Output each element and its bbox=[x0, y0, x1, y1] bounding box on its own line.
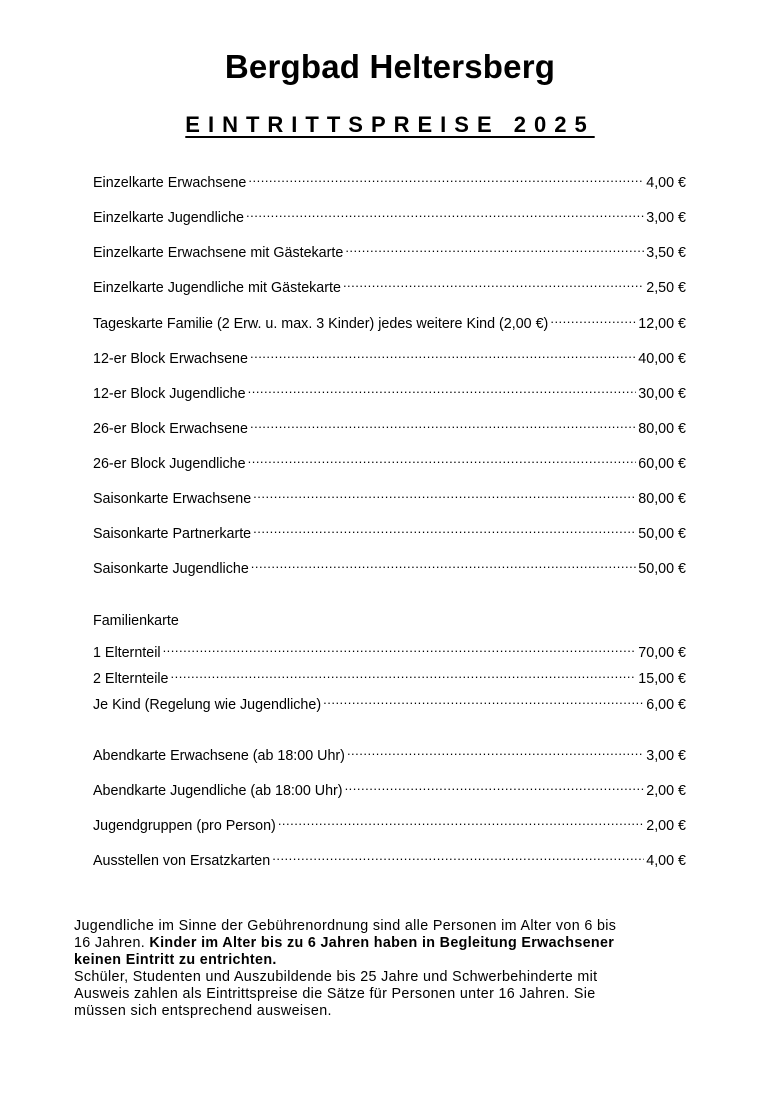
price-label: Je Kind (Regelung wie Jugendliche) bbox=[93, 697, 322, 713]
price-label: Tageskarte Familie (2 Erw. u. max. 3 Kinder) jedes weitere Kind (2,00 €) bbox=[93, 316, 549, 332]
price-value: 4,00 € bbox=[646, 853, 686, 869]
price-label: Abendkarte Jugendliche (ab 18:00 Uhr) bbox=[93, 783, 343, 799]
price-label: 26-er Block Jugendliche bbox=[93, 456, 246, 472]
price-row bbox=[93, 451, 686, 472]
dot-leader bbox=[253, 521, 636, 538]
price-value: 3,00 € bbox=[646, 210, 686, 226]
price-value: 30,00 € bbox=[638, 386, 686, 402]
dot-leader bbox=[253, 486, 636, 503]
price-value: 50,00 € bbox=[638, 526, 686, 542]
price-label: 1 Elternteil bbox=[93, 645, 161, 661]
price-row bbox=[93, 416, 686, 437]
price-label: Einzelkarte Erwachsene mit Gästekarte bbox=[93, 245, 344, 261]
price-row bbox=[93, 521, 686, 542]
price-value: 60,00 € bbox=[638, 456, 686, 472]
price-value: 2,50 € bbox=[646, 280, 686, 296]
price-label: 12-er Block Erwachsene bbox=[93, 351, 248, 367]
price-label: Saisonkarte Jugendliche bbox=[93, 561, 249, 577]
dot-leader bbox=[251, 556, 637, 573]
price-label: Abendkarte Erwachsene (ab 18:00 Uhr) bbox=[93, 748, 345, 764]
price-value: 80,00 € bbox=[638, 491, 686, 507]
notes-line bbox=[74, 952, 714, 969]
dot-leader bbox=[272, 848, 644, 865]
dot-leader bbox=[250, 416, 636, 433]
dot-leader bbox=[163, 640, 637, 657]
dot-leader bbox=[278, 813, 644, 830]
price-row bbox=[93, 346, 686, 367]
notes-line: Ausweis zahlen als Eintrittspreise die Sätze für Personen unter 16 Jahren. Sie bbox=[74, 986, 596, 1002]
price-label: Einzelkarte Erwachsene bbox=[93, 175, 247, 191]
price-label: Jugendgruppen (pro Person) bbox=[93, 818, 276, 834]
price-row bbox=[93, 692, 686, 713]
dot-leader bbox=[248, 451, 637, 468]
price-value: 80,00 € bbox=[638, 421, 686, 437]
price-value: 15,00 € bbox=[638, 671, 686, 687]
dot-leader bbox=[323, 692, 644, 709]
dot-leader bbox=[250, 346, 636, 363]
price-value: 2,00 € bbox=[646, 818, 686, 834]
price-row bbox=[93, 311, 686, 332]
price-row bbox=[93, 640, 686, 661]
price-row bbox=[93, 848, 686, 869]
notes-line: Jugendliche im Sinne der Gebührenordnung sind alle Personen im Alter von 6 bis bbox=[74, 918, 617, 934]
notes-line bbox=[74, 935, 714, 952]
price-label: 12-er Block Jugendliche bbox=[93, 386, 246, 402]
price-value: 6,00 € bbox=[646, 697, 686, 713]
notes-block bbox=[74, 918, 714, 1020]
dot-leader bbox=[347, 743, 644, 760]
price-label: Einzelkarte Jugendliche bbox=[93, 210, 245, 226]
price-row bbox=[93, 381, 686, 402]
price-value: 3,50 € bbox=[646, 245, 686, 261]
price-row bbox=[93, 275, 686, 296]
price-label: Saisonkarte Erwachsene bbox=[93, 491, 252, 507]
price-value: 12,00 € bbox=[638, 316, 686, 332]
notes-line: Schüler, Studenten und Auszubildende bis 25 Jahre und Schwerbehinderte mit bbox=[74, 969, 598, 985]
price-row bbox=[93, 666, 686, 687]
subtitle-text: EINTRITTSPREISE 2025 bbox=[185, 112, 595, 137]
price-row bbox=[93, 556, 686, 577]
price-label: Saisonkarte Partnerkarte bbox=[93, 526, 252, 542]
dot-leader bbox=[246, 205, 644, 222]
price-label: Einzelkarte Jugendliche mit Gästekarte bbox=[93, 280, 341, 296]
dot-leader bbox=[248, 381, 637, 398]
price-row bbox=[93, 170, 686, 191]
price-value: 2,00 € bbox=[646, 783, 686, 799]
notes-bold-text: keinen Eintritt zu entrichten. bbox=[74, 952, 277, 968]
price-row bbox=[93, 205, 686, 226]
price-value: 3,00 € bbox=[646, 748, 686, 764]
price-row bbox=[93, 813, 686, 834]
dot-leader bbox=[248, 170, 644, 187]
price-label: 2 Elternteile bbox=[93, 671, 169, 687]
dot-leader bbox=[550, 311, 636, 328]
dot-leader bbox=[345, 778, 645, 795]
price-row bbox=[93, 486, 686, 507]
dot-leader bbox=[171, 666, 637, 683]
price-value: 50,00 € bbox=[638, 561, 686, 577]
notes-text: 16 Jahren. bbox=[74, 935, 150, 951]
dot-leader bbox=[343, 275, 644, 292]
dot-leader bbox=[345, 240, 644, 257]
price-label: 26-er Block Erwachsene bbox=[93, 421, 248, 437]
price-value: 70,00 € bbox=[638, 645, 686, 661]
notes-bold-text: Kinder im Alter bis zu 6 Jahren haben in Begleitung Erwachsener bbox=[149, 935, 615, 951]
price-value: 40,00 € bbox=[638, 351, 686, 367]
page-subtitle bbox=[0, 112, 780, 138]
price-row bbox=[93, 240, 686, 261]
price-row bbox=[93, 778, 686, 799]
notes-line: müssen sich entsprechend ausweisen. bbox=[74, 1003, 332, 1019]
price-label: Ausstellen von Ersatzkarten bbox=[93, 853, 271, 869]
price-value: 4,00 € bbox=[646, 175, 686, 191]
page-title: Bergbad Heltersberg bbox=[224, 48, 556, 85]
price-row bbox=[93, 743, 686, 764]
family-heading: Familienkarte bbox=[93, 613, 179, 629]
